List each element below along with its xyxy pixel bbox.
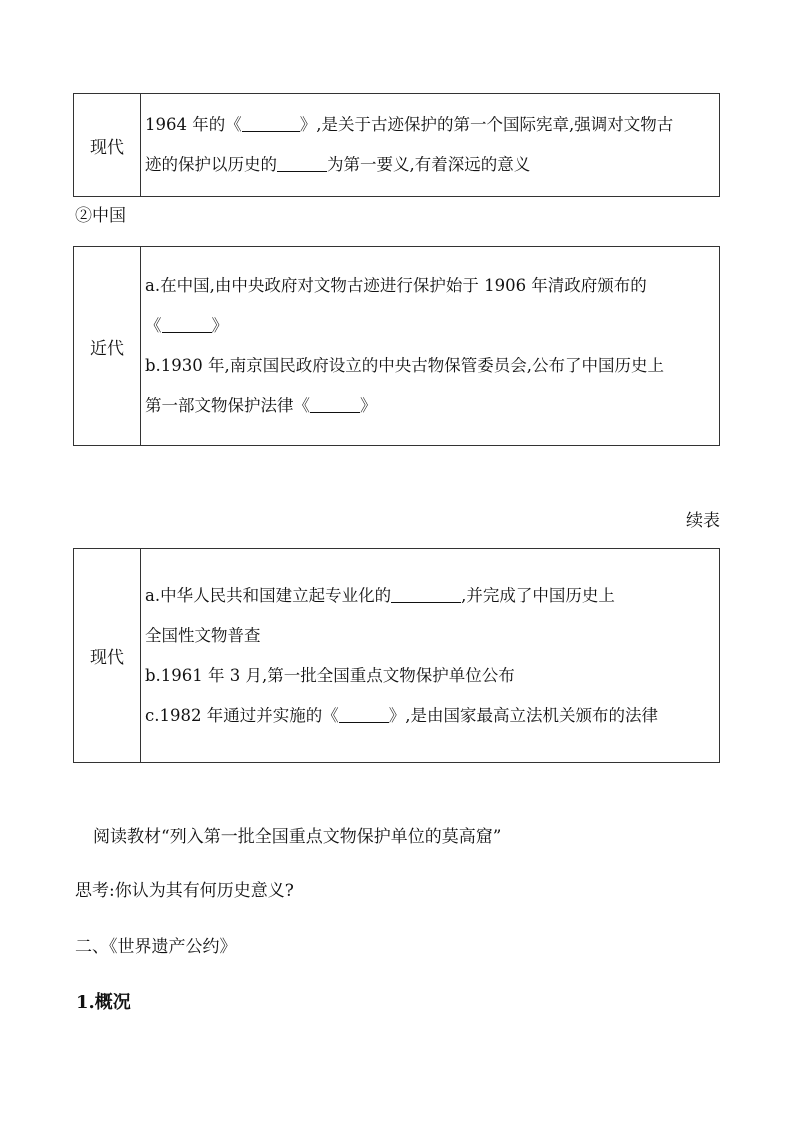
text-segment: 》,是由国家最高立法机关颁布的法律 xyxy=(388,705,658,725)
text-line xyxy=(145,145,716,185)
overview-heading: 1.概况 xyxy=(76,992,131,1013)
text-segment: 1964 年的《 xyxy=(145,115,242,134)
era-cell: 现代 xyxy=(74,549,141,763)
section-2-title: 二、《世界遗产公约》 xyxy=(75,937,237,957)
table-row xyxy=(74,247,720,446)
continued-label: 续表 xyxy=(686,511,720,531)
table-china-contemporary xyxy=(73,548,720,763)
reading-prompt: 阅读教材“列入第一批全国重点文物保护单位的莫高窟” xyxy=(93,827,502,847)
table-row xyxy=(74,549,720,763)
fill-blank[interactable] xyxy=(162,316,212,334)
text-line xyxy=(145,386,716,426)
text-segment: ,并完成了中国历史上 xyxy=(461,585,615,605)
table-row xyxy=(74,94,720,197)
table-modern-world xyxy=(73,93,720,197)
text-line: a.在中国,由中央政府对文物古迹进行保护始于 1906 年清政府颁布的 xyxy=(145,276,647,295)
text-segment: 》,是关于古迹保护的第一个国际宪章,强调对文物古 xyxy=(299,115,674,134)
text-segment: 迹的保护以历史的 xyxy=(145,155,277,174)
content-cell xyxy=(141,247,720,446)
content-cell xyxy=(141,549,720,763)
fill-blank[interactable] xyxy=(339,705,389,723)
text-segment: 第一部文物保护法律《 xyxy=(145,396,310,415)
table-china-modern-era xyxy=(73,246,720,446)
text-line xyxy=(145,306,716,346)
text-line xyxy=(145,576,716,616)
text-segment: a.中华人民共和国建立起专业化的 xyxy=(145,585,392,605)
era-cell: 近代 xyxy=(74,247,141,446)
text-segment: 《 xyxy=(145,316,162,335)
text-line: b.1961 年 3 月,第一批全国重点文物保护单位公布 xyxy=(145,665,515,685)
text-line: 全国性文物普查 xyxy=(145,625,261,645)
fill-blank[interactable] xyxy=(310,396,360,414)
fill-blank[interactable] xyxy=(277,155,327,173)
text-segment: 》 xyxy=(211,316,228,335)
text-segment: c.1982 年通过并实施的《 xyxy=(145,705,339,725)
text-line xyxy=(145,696,716,736)
text-line xyxy=(145,105,716,145)
text-segment: 》 xyxy=(360,396,377,415)
text-segment: 为第一要义,有着深远的意义 xyxy=(327,155,531,174)
era-cell: 现代 xyxy=(74,94,141,197)
fill-blank[interactable] xyxy=(242,115,300,133)
thinking-question: 思考:你认为其有何历史意义? xyxy=(75,881,294,901)
text-line: b.1930 年,南京国民政府设立的中央古物保管委员会,公布了中国历史上 xyxy=(145,356,665,375)
fill-blank[interactable] xyxy=(391,585,461,603)
china-heading: ②中国 xyxy=(75,206,126,226)
content-cell xyxy=(141,94,720,197)
